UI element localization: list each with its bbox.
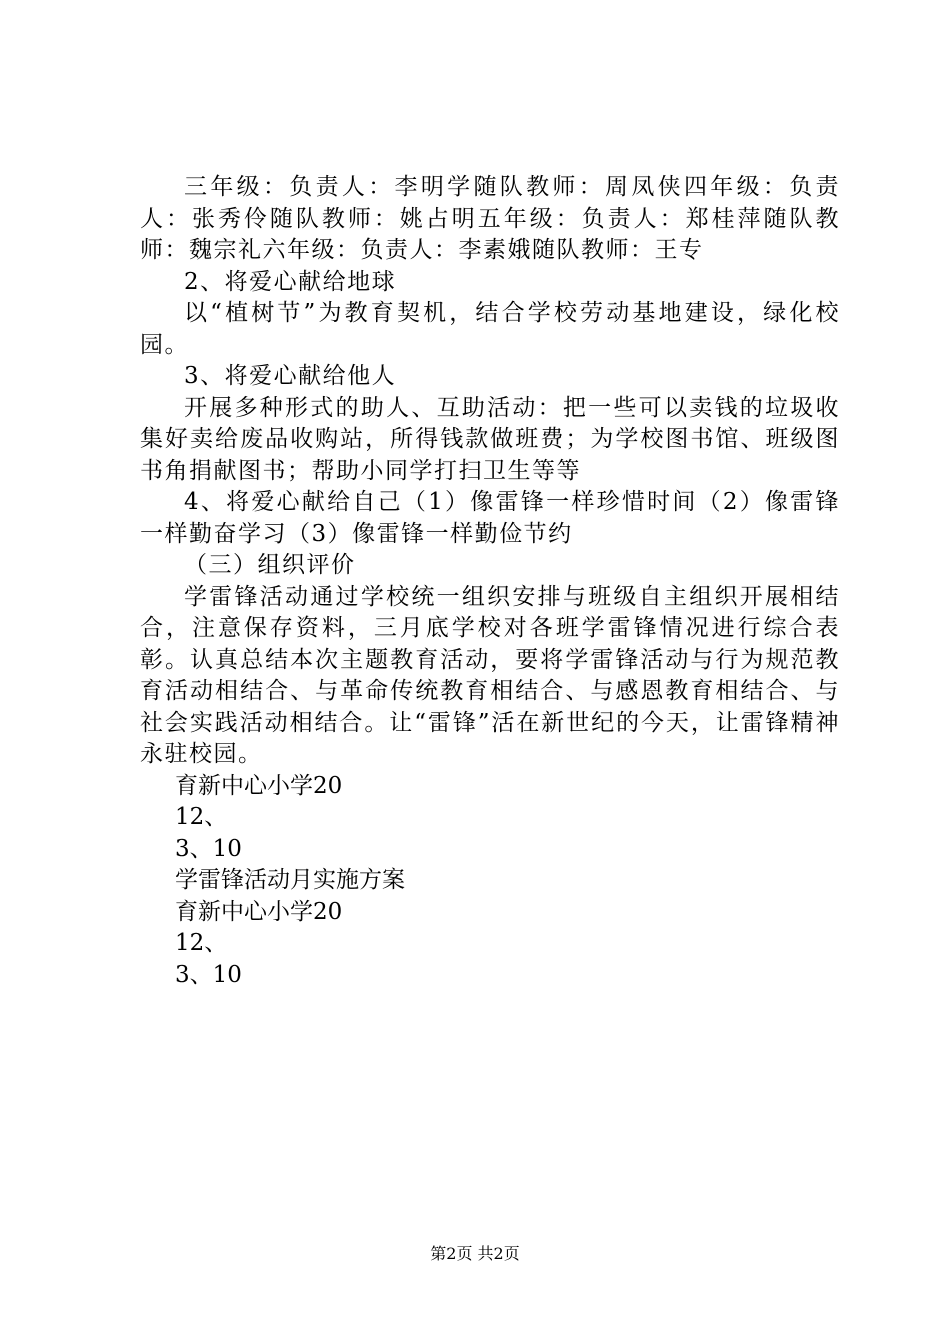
page-number-footer: 第2页 共2页 bbox=[430, 1244, 520, 1263]
school-name-line: 育新中心小学20 bbox=[175, 898, 343, 925]
date-fragment-line: 12、 bbox=[175, 930, 228, 956]
document-body bbox=[140, 172, 840, 991]
school-name-line: 育新中心小学20 bbox=[175, 772, 343, 799]
paragraph-evaluation: 学雷锋活动通过学校统一组织安排与班级自主组织开展相结合，注意保存资料，三月底学校对各班学雷锋情况进行综合表彰。认真总结本次主题教育活动，要将学雷锋活动与行为规范教育活动相结合、与革命传统教育相结合、与感恩教育相结合、与社会实践活动相结合。让“雷锋”活在新世纪的今天，让雷锋精神永驻校园。 bbox=[140, 583, 840, 767]
date-fragment-line: 12、 bbox=[175, 804, 228, 830]
heading-love-others: 3、将爱心献给他人 bbox=[184, 363, 397, 389]
heading-organize-evaluate: （三）组织评价 bbox=[184, 552, 356, 578]
paragraph-arbor-day: 以“植树节”为教育契机，结合学校劳动基地建设，绿化校园。 bbox=[140, 300, 840, 358]
plan-title-line: 学雷锋活动月实施方案 bbox=[175, 867, 405, 893]
paragraph-helping-activities: 开展多种形式的助人、互助活动：把一些可以卖钱的垃圾收集好卖给废品收购站，所得钱款做班费；为学校图书馆、班级图书角捐献图书；帮助小同学打扫卫生等等 bbox=[140, 394, 840, 484]
paragraph-love-self: 4、将爱心献给自己（1）像雷锋一样珍惜时间（2）像雷锋一样勤奋学习（3）像雷锋一样勤俭节约 bbox=[140, 489, 840, 547]
date-fragment-line: 3、10 bbox=[175, 961, 242, 988]
heading-love-earth: 2、将爱心献给地球 bbox=[184, 268, 397, 295]
paragraph-grade-assignments: 三年级：负责人：李明学随队教师：周凤侠四年级：负责人：张秀伶随队教师：姚占明五年级：负责人：郑桂萍随队教师：魏宗礼六年级：负责人：李素娥随队教师：王专 bbox=[140, 174, 840, 263]
date-fragment-line: 3、10 bbox=[175, 835, 242, 862]
